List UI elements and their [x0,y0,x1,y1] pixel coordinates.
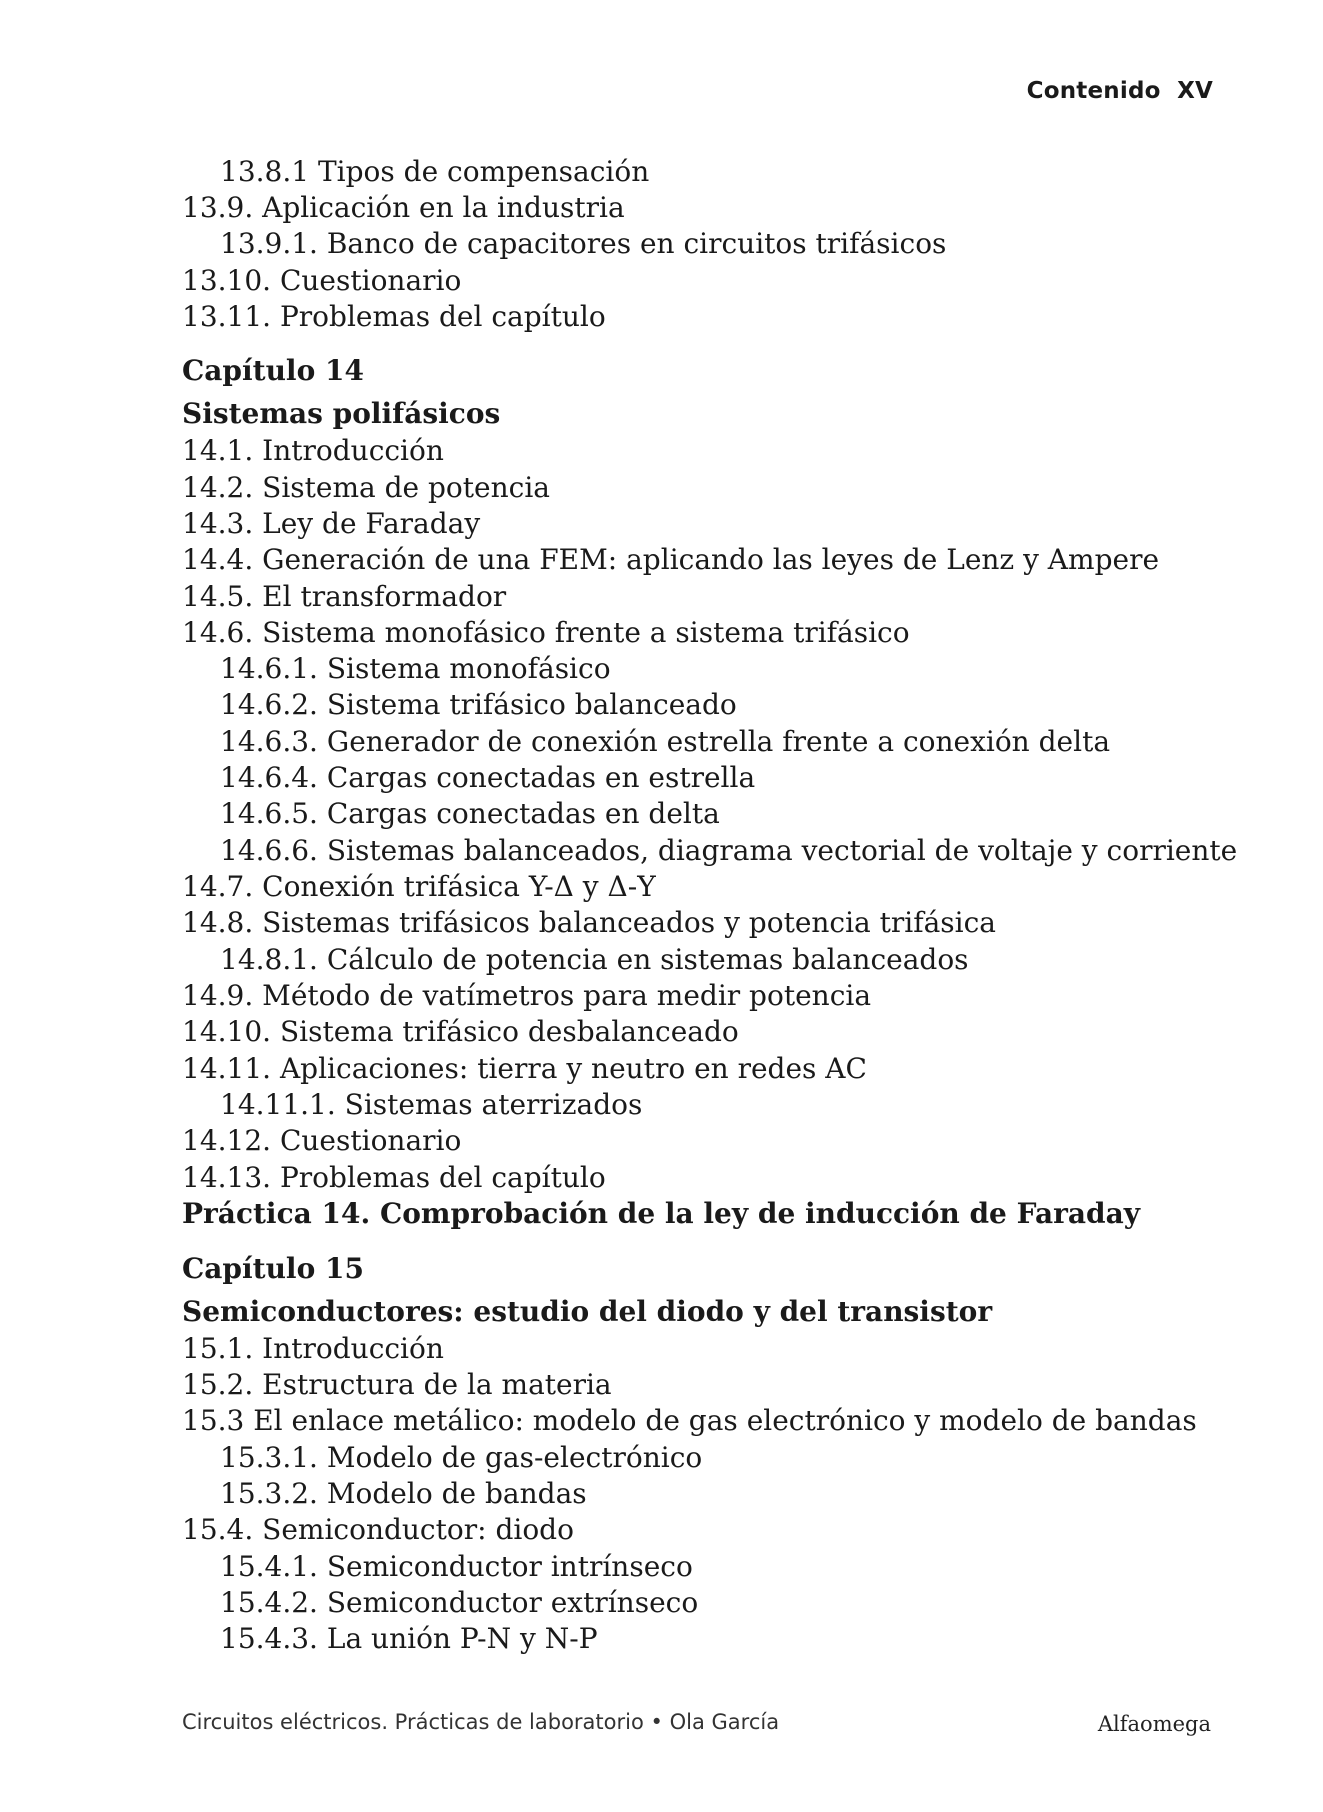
toc-entry: 15.2. Estructura de la materia [182,1368,612,1401]
toc-entry: 13.9. Aplicación en la industria [182,191,625,224]
toc-entry: 13.8.1 Tipos de compensación [220,155,650,188]
toc-entry: 14.8.1. Cálculo de potencia en sistemas balanceados [220,943,969,976]
toc-heading: Práctica 14. Comprobación de la ley de inducción de Faraday [182,1197,1140,1230]
page-number: XV [1177,78,1213,104]
running-title: Contenido [1026,78,1161,104]
toc-entry: 15.4.2. Semiconductor extrínseco [220,1586,699,1619]
toc-entry: 14.7. Conexión trifásica Y-Δ y Δ-Y [182,870,656,903]
toc-entry: 14.6.3. Generador de conexión estrella frente a conexión delta [220,725,1111,758]
toc-entry: 14.9. Método de vatímetros para medir potencia [182,979,872,1012]
toc-entry: 14.11.1. Sistemas aterrizados [220,1088,643,1121]
toc-entry: 14.6.1. Sistema monofásico [220,652,611,685]
toc-entry: 14.6.2. Sistema trifásico balanceado [220,688,737,721]
footer-author: Ola García [669,1710,780,1734]
toc-entry: 14.4. Generación de una FEM: aplicando las leyes de Lenz y Ampere [182,543,1160,576]
toc-heading: Capítulo 14 [182,354,364,387]
toc-entry: 14.6.4. Cargas conectadas en estrella [220,761,756,794]
footer-publisher: Alfaomega [1097,1712,1211,1736]
toc-entry: 14.10. Sistema trifásico desbalanceado [182,1015,739,1048]
toc-entry: 15.3 El enlace metálico: modelo de gas electrónico y modelo de bandas [182,1404,1197,1437]
toc-entry: 14.8. Sistemas trifásicos balanceados y potencia trifásica [182,906,996,939]
toc-entry: 13.9.1. Banco de capacitores en circuitos trifásicos [220,227,947,260]
toc-entry: 14.13. Problemas del capítulo [182,1161,606,1194]
toc-entry: 14.1. Introducción [182,434,444,467]
toc-entry: 14.6.6. Sistemas balanceados, diagrama vectorial de voltaje y corriente [220,834,1238,867]
footer-book-info [182,1710,779,1734]
footer-separator: • [650,1710,663,1734]
toc-entry: 13.10. Cuestionario [182,264,462,297]
toc-heading: Sistemas polifásicos [182,397,501,430]
toc-entry: 13.11. Problemas del capítulo [182,300,606,333]
toc-entry: 14.11. Aplicaciones: tierra y neutro en redes AC [182,1052,867,1085]
toc-entry: 14.5. El transformador [182,580,507,613]
footer-book-title: Circuitos eléctricos. Prácticas de laboratorio [182,1710,644,1734]
toc-heading: Capítulo 15 [182,1252,364,1285]
toc-entry: 15.3.2. Modelo de bandas [220,1477,587,1510]
toc-entry: 15.1. Introducción [182,1332,444,1365]
toc-entry: 15.4. Semiconductor: diodo [182,1513,574,1546]
toc-entry: 14.12. Cuestionario [182,1124,462,1157]
toc-entry: 15.4.3. La unión P-N y N-P [220,1622,598,1655]
toc-entry: 14.2. Sistema de potencia [182,471,550,504]
toc-entry: 15.4.1. Semiconductor intrínseco [220,1550,693,1583]
toc-entry: 15.3.1. Modelo de gas-electrónico [220,1441,703,1474]
toc-heading: Semiconductores: estudio del diodo y del transistor [182,1295,993,1328]
toc-entry: 14.6. Sistema monofásico frente a sistema trifásico [182,616,910,649]
toc-entry: 14.6.5. Cargas conectadas en delta [220,797,720,830]
toc-entry: 14.3. Ley de Faraday [182,507,481,540]
running-head [1027,78,1213,104]
